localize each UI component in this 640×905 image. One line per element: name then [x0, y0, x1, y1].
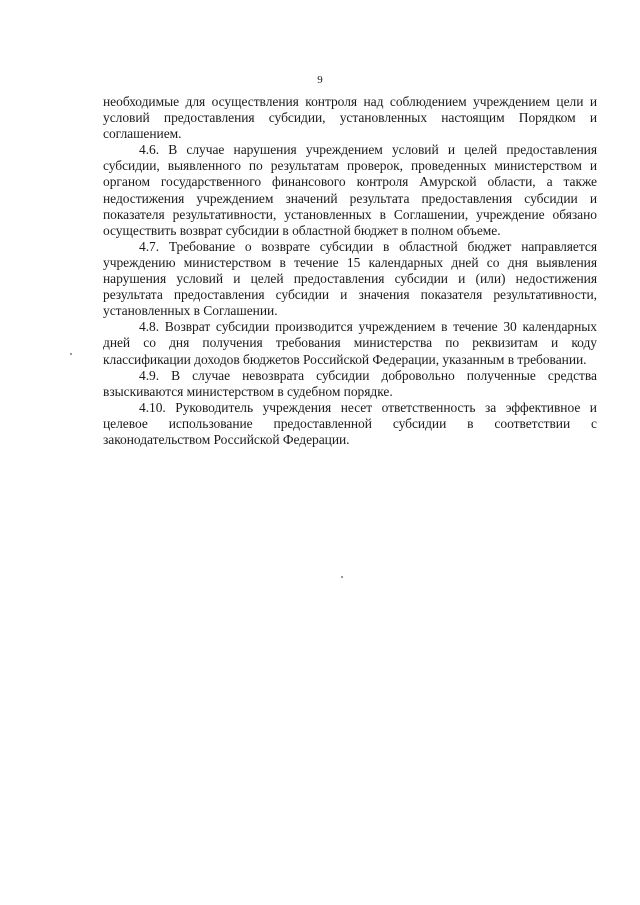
scan-speck [70, 353, 72, 355]
page-number: 9 [317, 74, 323, 86]
paragraph-continuation: необходимые для осуществления контроля над соблюдением учреждением цели и условий предоставления субсидии, установленных настоящим Порядком и соглашением. [103, 94, 597, 142]
scan-speck [341, 576, 343, 578]
paragraph-4-9: 4.9. В случае невозврата субсидии добровольно полученные средства взыскиваются министерством в судебном порядке. [103, 367, 597, 399]
paragraph-4-7: 4.7. Требование о возврате субсидии в областной бюджет направляется учреждению министерством в течение 15 календарных дней со дня выявления нарушения условий и целей предоставления субсидии и (или) недостижения результата предоставления субсидии и значения показателя результативности, установленных в Соглашении. [103, 238, 597, 319]
body-text [103, 94, 597, 448]
paragraph-4-6: 4.6. В случае нарушения учреждением условий и целей предоставления субсидии, выявленного по результатам проверок, проведенных министерством и органом государственного финансового контроля Амурской области, а также недостижения учреждением значений результата предоставления субсидии и показателя результативности, установленных в Соглашении, учреждение обязано осуществить возврат субсидии в областной бюджет в полном объеме. [103, 142, 597, 238]
paragraph-4-10: 4.10. Руководитель учреждения несет ответственность за эффективное и целевое использование предоставленной субсидии в соответствии с законодательством Российской Федерации. [103, 399, 597, 447]
paragraph-4-8: 4.8. Возврат субсидии производится учреждением в течение 30 календарных дней со дня получения требования министерства по реквизитам и коду классификации доходов бюджетов Российской Федерации, указанным в требовании. [103, 319, 597, 367]
